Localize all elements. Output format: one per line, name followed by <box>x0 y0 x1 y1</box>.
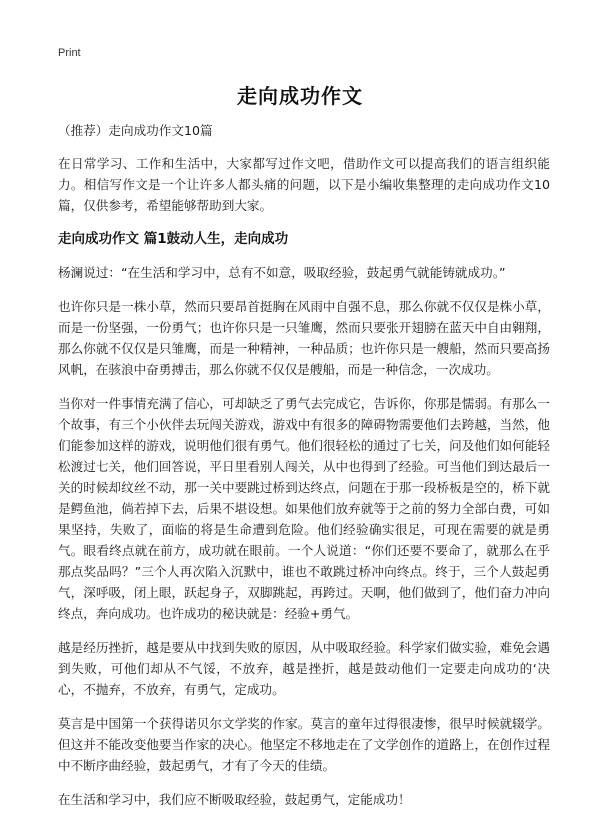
print-link[interactable]: Print <box>58 47 81 59</box>
article-body <box>58 120 550 823</box>
paragraph-moyan: 莫言是中国第一个获得诺贝尔文学奖的作家。莫言的童年过得很凄惨，很早时候就辍学。但这并不能改变他要当作家的决心。他坚定不移地走在了文学创作的道路上，在创作过程中不断序曲经验，鼓起勇气，才有了今天的佳绩。 <box>58 716 550 773</box>
page-title: 走向成功作文 <box>237 84 363 108</box>
section-heading: 走向成功作文 篇1鼓动人生，走向成功 <box>58 231 289 247</box>
paragraph-story: 当你对一件事情充满了信心，可却缺乏了勇气去完成它，告诉你，你那是懦弱。有那么一个故事，有三个小伙伴去玩闯关游戏，游戏中有很多的障碍物需要他们去跨越，当然，他们能参加这样的游戏，说明他们很有勇气。他们很轻松的通过了七关，问及他们如何能轻松渡过七关，他们回答说，平日里看别人闯关，从中也得到了经验。可当他们到达最后一关的时候却纹丝不动，那一关中要跳过桥到达终点，问题在于那一段桥板是空的，桥下就是鳄鱼池，倘若掉下去，后果不堪设想。如果他们放弃就等于之前的努力全部白费，可如果坚持，失败了，面临的将是生命遭到危险。他们经验确实很足，可现在需要的就是勇气。眼看终点就在前方，成功就在眼前。一个人说道：“你们还要不要命了，就那么在乎那点奖品吗？”三个人再次陷入沉默中，谁也不敢跳过桥冲向终点。终于，三个人鼓起勇气，深呼吸，闭上眼，跃起身子，双脚跳起，再跨过。天啊，他们做到了，他们奋力冲向终点，奔向成功。也许成功的秘诀就是：经验+勇气。 <box>58 396 550 621</box>
paragraph-conclusion: 在生活和学习中，我们应不断吸取经验，鼓起勇气，定能成功！ <box>58 792 411 807</box>
paragraph-metaphor: 也许你只是一株小草，然而只要昂首挺胸在风雨中自强不息，那么你就不仅仅是株小草，而是一份坚强，一份勇气；也许你只是一只雏鹰，然而只要张开翅膀在蓝天中自由翱翔，那么你就不仅仅是只雏鹰，而是一种精神，一种品质；也许你只是一艘船，然而只要高扬风帆，在骇浪中奋勇搏击，那么你就不仅仅是艘船，而是一种信念，一次成功。 <box>58 299 550 377</box>
article-subtitle: （推荐）走向成功作文10篇 <box>58 123 213 138</box>
paragraph-quote: 杨澜说过：“在生活和学习中，总有不如意，吸取经验，鼓起勇气就能铸就成功。” <box>58 265 506 280</box>
paragraph-setbacks: 越是经历挫折，越是要从中找到失败的原因，从中吸取经验。科学家们做实验，难免会遇到失败，可他们却从不气馁，不放弃，越是挫折，越是鼓动他们一定要走向成功的‘决心，不抛弃，不放弃，有勇气，定成功。 <box>58 640 550 697</box>
intro-paragraph: 在日常学习、工作和生活中，大家都写过作文吧，借助作文可以提高我们的语言组织能力。相信写作文是一个让许多人都头痛的问题，以下是小编收集整理的走向成功作文10篇，仅供参考，希望能够帮助到大家。 <box>58 156 550 213</box>
